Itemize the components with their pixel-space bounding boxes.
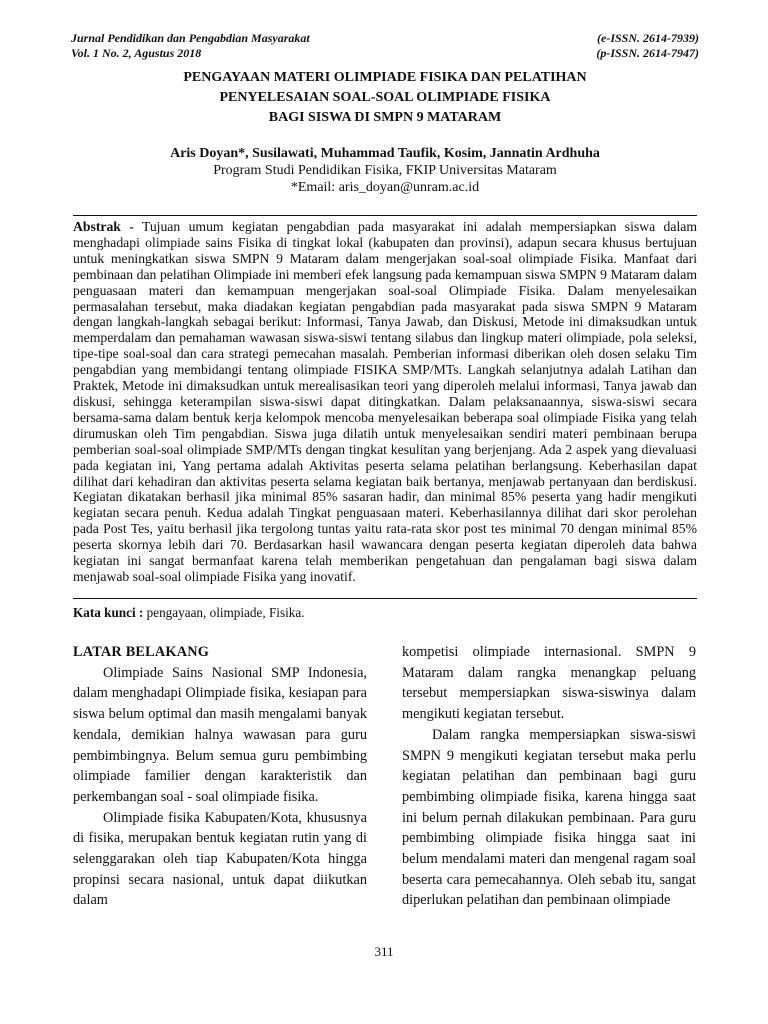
body-paragraph: Olimpiade Sains Nasional SMP Indonesia, dalam menghadapi Olimpiade fisika, kesiapan para siswa belum optimal dan masih mengalami banyak kendala, demikian halnya wawasan para guru pembimbingnya. Belum semua guru pembimbing olimpiade familier dengan karakteristik dan perkembangan soal - soal olimpiade fisika. xyxy=(73,664,367,805)
corresponding-email: *Email: aris_doyan@unram.ac.id xyxy=(290,180,480,195)
abstract-text: Tujuan umum kegiatan pengabdian pada masyarakat ini adalah mempersiapkan siswa dalam menghadapi olimpiade sains Fisika di tingkat lokal (kabupaten dan provinsi), adapun secara khusus bertujuan untuk meningkatkan siswa SMPN 9 Mataram dalam mengerjakan soal-soal olimpiade Fisika. Manfaat dari pembinaan dan pelatihan Olimpiade ini memberi efek langsung pada kemampuan siswa SMPN 9 Mataram dalam penguasaan materi dan kemampuan mengerjakan soal-soal Olimpiade Fisika. Dalam menyelesaikan permasalahan tersebut, maka diadakan kegiatan pengabdian pada masyarakat pada siswa SMPN 9 Mataram dengan langkah-langkah sebagai berikut: Informasi, Tanya Jawab, dan Diskusi, Metode ini dimaksudkan untuk memperdalam dan pemahaman wawasan siswa-siswi tentang silabus dan lingkup materi olimpiade, pola seleksi, tipe-tipe soal-soal dan cara strategi pemecahan masalah. Pemberian informasi diberikan oleh dosen selaku Tim pengabdian yang membidangi tentang olimpiade FISIKA SMP/MTs. Langkah selanjutnya adalah Latihan dan Praktek, Metode ini dimaksudkan untuk merealisasikan teori yang diperoleh melalui informasi, Tanya jawab dan diskusi, sehingga keterampilan siswa-siswi dapat ditingkatkan. Dalam pelaksanaannya, siswa-siswi secara bersama-sama dalam bentuk kerja kelompok mencoba menyelesaikan beberapa soal olimpiade Fisika yang telah dirumuskan oleh Tim pengabdian. Siswa juga dilatih untuk menyelesaikan sendiri materi pembinaan berupa pemberian soal-soal olimpiade SMP/MTs dengan tingkat kesulitan yang berjenjang. Ada 2 aspek yang dievaluasi pada kegiatan ini, Yang pertama adalah Aktivitas peserta selama pelatihan berlangsung. Keberhasilan dapat dilihat dari kehadiran dan aktivitas peserta selama kegiatan baik bertanya, menjawab pertanyaan dan berdiskusi. Kegiatan dikatakan berhasil jika minimal 85% sasaran hadir, dan minimal 85% peserta yang hadir mengikuti kegiatan secara penuh. Kedua adalah Tingkat penguasaan materi. Keberhasilannya dilihat dari skor perolehan pada Post Tes, yaitu berhasil jika tergolong tuntas yaitu rata-rata skor post tes minimal 70 dengan minimal 85% peserta skornya lebih dari 70. Berdasarkan hasil wawancara dengan peserta kegiatan diperoleh data bahwa kegiatan ini sangat bermanfaat karena telah memberikan pengetahuan dan pengalaman bagi siswa dalam menjawab soal-soal olimpiade Fisika yang inovatif. xyxy=(73,219,697,584)
title-line-1: PENGAYAAN MATERI OLIMPIADE FISIKA DAN PELATIHAN xyxy=(183,70,587,85)
running-header-row-1 xyxy=(71,31,699,46)
title-line-3: BAGI SISWA DI SMPN 9 MATARAM xyxy=(268,110,502,125)
keywords-text: pengayaan, olimpiade, Fisika. xyxy=(146,605,305,620)
affiliation: Program Studi Pendidikan Fisika, FKIP Universitas Mataram xyxy=(213,163,557,178)
abstract-bottom-rule xyxy=(73,598,697,599)
title-line-2: PENYELESAIAN SOAL-SOAL OLIMPIADE FISIKA xyxy=(219,90,551,105)
abstract-top-rule xyxy=(73,215,697,216)
body-paragraph: Dalam rangka mempersiapkan siswa-siswi SMPN 9 mengikuti kegiatan tersebut maka perlu kegiatan pelatihan dan pembinaan bagi guru pembimbing olimpiade fisika, karena hingga saat ini belum pernah dilakukan pembinaan. Para guru pembimbing olimpiade fisika hingga saat ini belum mendalami materi dan mengenal ragam soal beserta cara pemecahannya. Oleh sebab itu, sangat diperlukan pelatihan dan pembinaan olimpiade xyxy=(402,726,696,909)
running-header xyxy=(71,31,699,61)
body-paragraph: Olimpiade fisika Kabupaten/Kota, khususnya di fisika, merupakan bentuk kegiatan rutin yang di selenggarakan oleh tiap Kabupaten/Kota hingga propinsi secara nasional, untuk dapat diikutkan dalam xyxy=(73,809,367,909)
volume-info: Vol. 1 No. 2, Agustus 2018 xyxy=(71,46,202,60)
page-number: 311 xyxy=(374,944,394,959)
section-heading: LATAR BELAKANG xyxy=(73,644,210,660)
abstract-label: Abstrak - xyxy=(73,219,134,234)
e-issn: (e-ISSN. 2614-7939) xyxy=(597,31,699,45)
abstract xyxy=(73,219,697,585)
journal-name: Jurnal Pendidikan dan Pengabdian Masyarakat xyxy=(71,31,310,45)
body-column-left xyxy=(73,642,367,911)
article-title xyxy=(71,68,699,128)
keywords-label: Kata kunci : xyxy=(73,605,144,620)
running-header-row-2 xyxy=(71,46,699,61)
author-block xyxy=(71,145,699,196)
body-paragraph-continued: kompetisi olimpiade internasional. SMPN 9 Mataram dalam rangka menangkap peluang tersebut mempersiapkan siswa-siswinya dalam mengikuti kegiatan tersebut. xyxy=(402,644,696,723)
p-issn: (p-ISSN. 2614-7947) xyxy=(596,46,699,60)
author-names: Aris Doyan*, Susilawati, Muhammad Taufik, Kosim, Jannatin Ardhuha xyxy=(170,146,600,161)
body-column-right xyxy=(402,642,696,911)
keywords xyxy=(73,605,697,621)
